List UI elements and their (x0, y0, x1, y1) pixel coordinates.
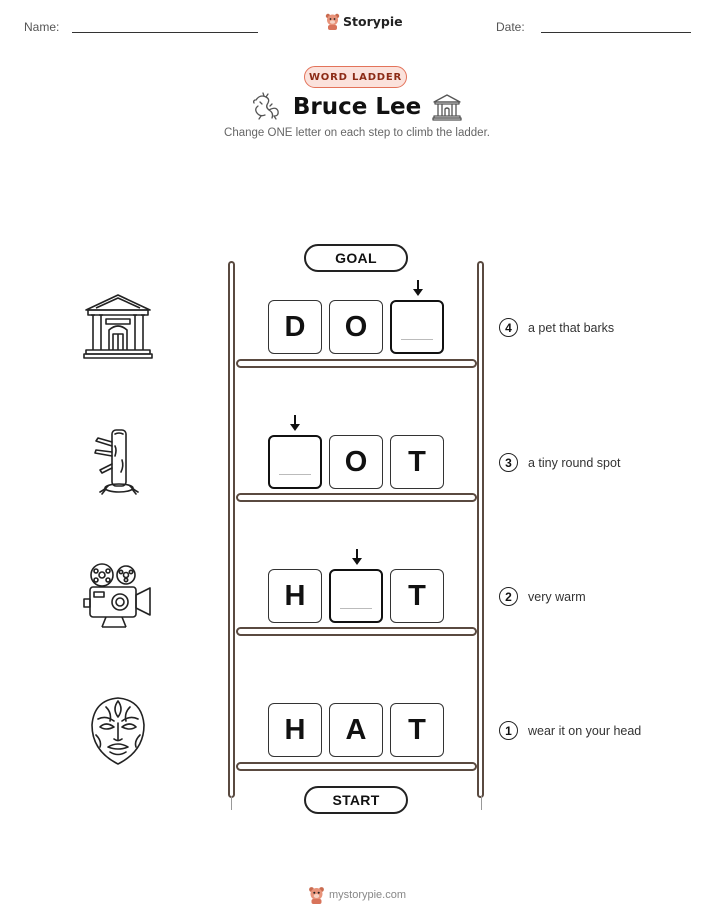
date-line[interactable] (541, 32, 691, 33)
letter-tile: T (390, 569, 444, 623)
blank-letter-tile[interactable] (329, 569, 383, 623)
bear-mascot-icon (325, 13, 340, 30)
temple-icon (432, 93, 462, 121)
instructions: Change ONE letter on each step to climb the ladder. (224, 127, 490, 139)
clue-text: very warm (528, 590, 586, 604)
clue-text: wear it on your head (528, 724, 642, 738)
footer (0, 886, 714, 904)
ladder-rung (236, 493, 477, 502)
brand-name: Storypie (343, 14, 403, 29)
down-arrow-icon (288, 414, 302, 432)
letter-tile: T (390, 703, 444, 757)
letter-tile: A (329, 703, 383, 757)
wooden-dummy-icon (82, 426, 154, 498)
goal-label: GOAL (304, 244, 408, 272)
footer-url[interactable]: mystorypie.com (328, 889, 407, 901)
blank-letter-tile[interactable] (268, 435, 322, 489)
down-arrow-icon (411, 279, 425, 297)
clue-text: a pet that barks (528, 321, 615, 335)
ladder-rung (236, 762, 477, 771)
name-label: Name: (24, 20, 60, 34)
bear-mascot-icon (308, 886, 325, 904)
letter-tile: T (390, 435, 444, 489)
ladder-rung (236, 627, 477, 636)
temple-icon (82, 292, 154, 364)
ladder-rail-left (228, 261, 235, 798)
step-number: 3 (499, 453, 518, 472)
start-label: START (304, 786, 408, 814)
down-arrow-icon (350, 548, 364, 566)
blank-letter-tile[interactable] (390, 300, 444, 354)
word-ladder-badge: WORD LADDER (304, 66, 407, 88)
opera-mask-icon (82, 695, 154, 767)
step-number: 1 (499, 721, 518, 740)
movie-camera-icon (82, 561, 154, 633)
letter-tile: D (268, 300, 322, 354)
letter-tile: O (329, 300, 383, 354)
dragon-icon (250, 92, 282, 122)
step-number: 4 (499, 318, 518, 337)
rail-tick-left (231, 796, 232, 810)
ladder-rail-right (477, 261, 484, 798)
step-number: 2 (499, 587, 518, 606)
name-line[interactable] (72, 32, 258, 33)
page-title: Bruce Lee (292, 94, 422, 120)
letter-tile: H (268, 703, 322, 757)
ladder-rung (236, 359, 477, 368)
date-label: Date: (496, 20, 525, 34)
letter-tile: H (268, 569, 322, 623)
rail-tick-right (481, 796, 482, 810)
letter-tile: O (329, 435, 383, 489)
brand-logo (325, 13, 403, 30)
clue-text: a tiny round spot (528, 456, 621, 470)
